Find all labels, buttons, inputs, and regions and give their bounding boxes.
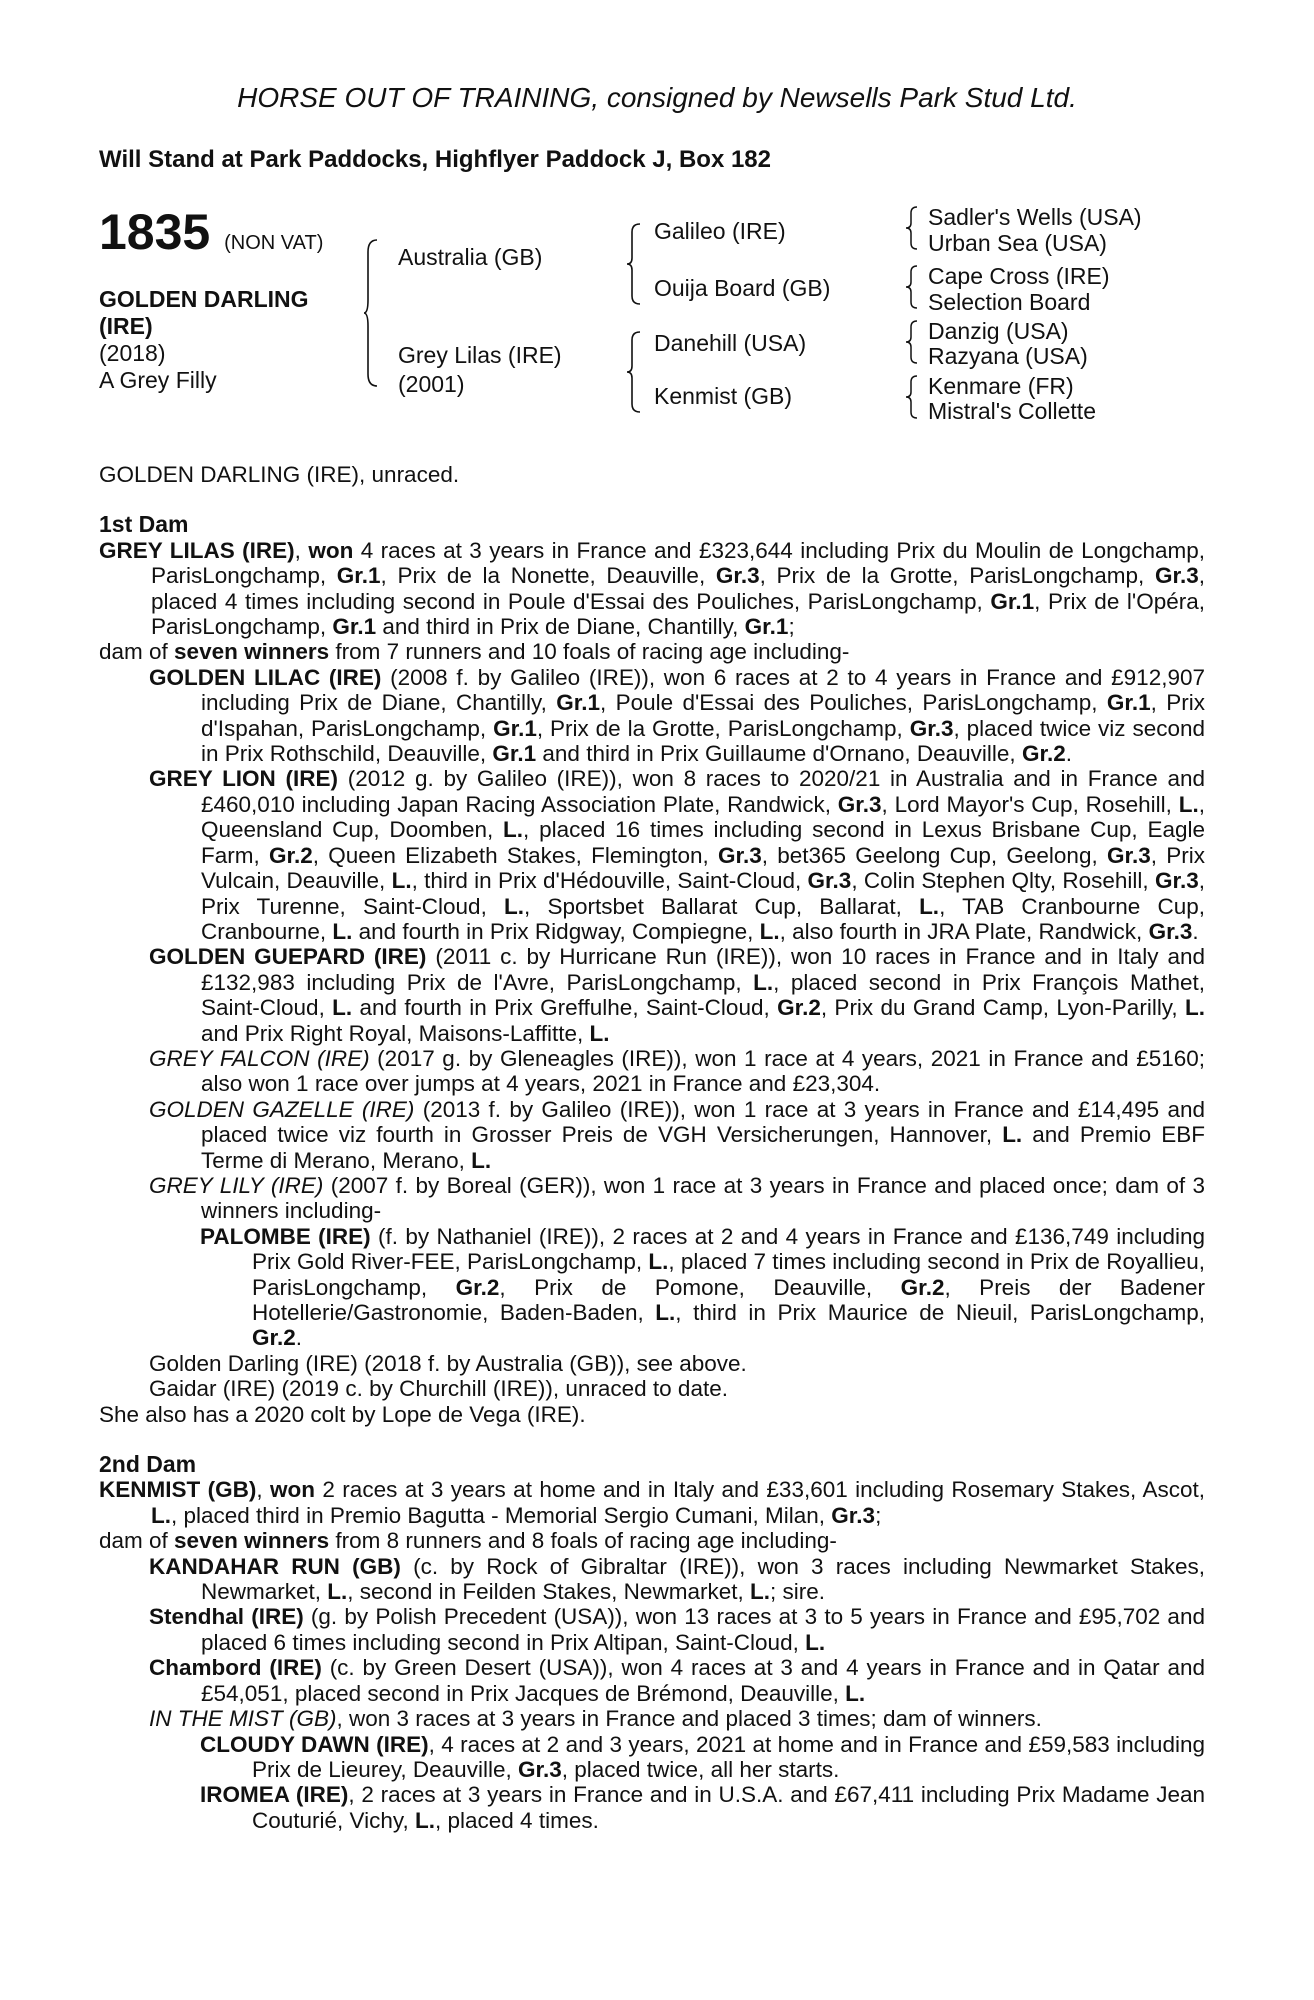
produce-entry: GREY LION (IRE) (2012 g. by Galileo (IRE)), won 8 races to 2020/21 in Australia and in France and £460,010 including Japan Racing Association Plate, Randwick, Gr.3, Lord Mayor's Cup, Rosehill, L., Queensland Cup, Doomben, L., placed 16 times including second in Lexus Brisbane Cup, Eagle Farm, Gr.2, Queen Elizabeth Stakes, Flemington, Gr.3, bet365 Geelong Cup, Geelong, Gr.3, Prix Vulcain, Deauville, L., third in Prix d'Hédouville, Saint-Cloud, Gr.3, Colin Stephen Qlty, Rosehill, Gr.3, Prix Turenne, Saint-Cloud, L., Sportsbet Ballarat Cup, Ballarat, L., TAB Cranbourne Cup, Cranbourne, L. and fourth in Prix Ridgway, Compiegne, L., also fourth in JRA Plate, Randwick, Gr.3. xyxy=(149,766,1206,944)
produce-entry: GOLDEN LILAC (IRE) (2008 f. by Galileo (IRE)), won 6 races at 2 to 4 years in France and £912,907 including Prix de Diane, Chantilly, Gr.1, Poule d'Essai des Pouliches, ParisLongchamp, Gr.1, Prix d'Ispahan, ParisLongchamp, Gr.1, Prix de la Grotte, ParisLongchamp, Gr.3, placed twice viz second in Prix Rothschild, Deauville, Gr.1 and third in Prix Guillaume d'Ornano, Deauville, Gr.2. xyxy=(149,664,1206,767)
pedigree-g3-1: Sadler's Wells (USA) xyxy=(928,204,1142,230)
first-dam-produce-summary: dam of seven winners from 7 runners and 10 foals of racing age including- xyxy=(99,639,850,665)
produce-entry: GOLDEN GAZELLE (IRE) (2013 f. by Galileo (IRE)), won 1 race at 3 years in France and £14,495 and placed twice viz fourth in Grosser Preis de VGH Versicherungen, Hannover, L. and Premio EBF Terme di Merano, Merano, L. xyxy=(149,1096,1206,1173)
pedigree-brace-g2 xyxy=(906,264,918,310)
horse-description: A Grey Filly xyxy=(99,367,217,393)
pedigree-brace-main xyxy=(364,238,378,388)
pedigree-brace-dam xyxy=(627,330,641,414)
foaling-year: (2018) xyxy=(99,340,166,366)
produce-entry: Gaidar (IRE) (2019 c. by Churchill (IRE)), unraced to date. xyxy=(149,1376,728,1402)
first-dam-entry: GREY LILAS (IRE), won 4 races at 3 years in France and £323,644 including Prix du Moulin de Longchamp, ParisLongchamp, Gr.1, Prix de la Nonette, Deauville, Gr.3, Prix de la Grotte, ParisLongchamp, Gr.3, placed 4 times including second in Poule d'Essai des Pouliches, ParisLongchamp, Gr.1, Prix de l'Opéra, ParisLongchamp, Gr.1 and third in Prix de Diane, Chantilly, Gr.1; xyxy=(99,537,1206,640)
horse-country: (IRE) xyxy=(99,313,153,339)
produce-entry: Stendhal (IRE) (g. by Polish Precedent (USA)), won 13 races at 3 to 5 years in France and £95,702 and placed 6 times including second in Prix Altipan, Saint-Cloud, L. xyxy=(149,1604,1205,1655)
pedigree-g3-6: Razyana (USA) xyxy=(928,343,1088,369)
pedigree-g3-4: Selection Board xyxy=(928,289,1091,315)
pedigree-brace-g1 xyxy=(906,205,918,251)
produce-entry: IN THE MIST (GB), won 3 races at 3 years in France and placed 3 times; dam of winners. xyxy=(149,1706,1042,1732)
pedigree-brace-g4 xyxy=(906,374,918,420)
page-title: HORSE OUT OF TRAINING, consigned by Newsells Park Stud Ltd. xyxy=(237,82,1077,113)
pedigree-g3-5: Danzig (USA) xyxy=(928,318,1069,344)
horse-summary: GOLDEN DARLING (IRE), unraced. xyxy=(99,462,460,487)
pedigree-sire-sire: Galileo (IRE) xyxy=(654,218,786,244)
second-dam-entry: KENMIST (GB), won 2 races at 3 years at home and in Italy and £33,601 including Rosemary Stakes, Ascot, L., placed third in Premio Bagutta - Memorial Sergio Cumani, Milan, Gr.3; xyxy=(99,1477,1205,1528)
produce-entry: KANDAHAR RUN (GB) (c. by Rock of Gibraltar (IRE)), won 3 races including Newmarket Stakes, Newmarket, L., second in Feilden Stakes, Newmarket, L.; sire. xyxy=(149,1553,1205,1605)
pedigree-g3-2: Urban Sea (USA) xyxy=(928,230,1107,256)
horse-identity xyxy=(99,286,309,394)
produce-entry: Golden Darling (IRE) (2018 f. by Australia (GB)), see above. xyxy=(149,1350,747,1376)
pedigree-dam-sire: Danehill (USA) xyxy=(654,330,807,356)
pedigree-dam-year: (2001) xyxy=(398,371,465,397)
pedigree-g3-8: Mistral's Collette xyxy=(928,398,1096,424)
vat-status: (NON VAT) xyxy=(224,232,324,254)
lot-number-value: 1835 xyxy=(99,204,211,260)
produce-note: She also has a 2020 colt by Lope de Vega (IRE). xyxy=(99,1401,586,1427)
produce-entry: GREY FALCON (IRE) (2017 g. by Gleneagles (IRE)), won 1 race at 4 years, 2021 in France and £5160; also won 1 race over jumps at 4 years, 2021 in France and £23,304. xyxy=(149,1045,1206,1097)
grandproduce-entry: PALOMBE (IRE) (f. by Nathaniel (IRE)), 2 races at 2 and 4 years in France and £136,749 including Prix Gold River-FEE, ParisLongchamp, L., placed 7 times including second in Prix de Royallieu, ParisLongchamp, Gr.2, Prix de Pomone, Deauville, Gr.2, Preis der Badener Hotellerie/Gastronomie, Baden-Baden, L., third in Prix Maurice de Nieuil, ParisLongchamp, Gr.2. xyxy=(200,1223,1206,1351)
produce-entry: Chambord (IRE) (c. by Green Desert (USA)), won 4 races at 3 and 4 years in France and in Qatar and £54,051, placed second in Prix Jacques de Brémond, Deauville, L. xyxy=(149,1655,1206,1706)
lot-number xyxy=(99,203,323,272)
pedigree-brace-sire xyxy=(627,222,641,306)
pedigree-g3-3: Cape Cross (IRE) xyxy=(928,263,1110,289)
pedigree-g3-7: Kenmare (FR) xyxy=(928,373,1074,399)
produce-entry: GREY LILY (IRE) (2007 f. by Boreal (GER)), won 1 race at 3 years in France and placed once; dam of 3 winners including- xyxy=(149,1172,1205,1224)
horse-name: GOLDEN DARLING xyxy=(99,286,309,312)
pedigree-sire: Australia (GB) xyxy=(398,244,543,270)
second-dam-produce-summary: dam of seven winners from 8 runners and 8 foals of racing age including- xyxy=(99,1528,837,1554)
second-dam-heading: 2nd Dam xyxy=(99,1451,197,1478)
grandproduce-entry: CLOUDY DAWN (IRE), 4 races at 2 and 3 years, 2021 at home and in France and £59,583 including Prix de Lieurey, Deauville, Gr.3, placed twice, all her starts. xyxy=(200,1731,1205,1782)
pedigree-dam-dam: Kenmist (GB) xyxy=(654,383,793,409)
pedigree-dam: Grey Lilas (IRE) xyxy=(398,342,562,368)
pedigree-sire-dam: Ouija Board (GB) xyxy=(654,275,831,301)
stabling-location: Will Stand at Park Paddocks, Highflyer Paddock J, Box 182 xyxy=(99,146,771,173)
first-dam-heading: 1st Dam xyxy=(99,511,189,538)
produce-entry: GOLDEN GUEPARD (IRE) (2011 c. by Hurricane Run (IRE)), won 10 races in France and in Italy and £132,983 including Prix de l'Avre, ParisLongchamp, L., placed second in Prix François Mathet, Saint-Cloud, L. and fourth in Prix Greffulhe, Saint-Cloud, Gr.2, Prix du Grand Camp, Lyon-Parilly, L. and Prix Right Royal, Maisons-Laffitte, L. xyxy=(149,944,1205,1046)
grandproduce-entry: IROMEA (IRE), 2 races at 3 years in France and in U.S.A. and £67,411 including Prix Madame Jean Couturié, Vichy, L., placed 4 times. xyxy=(200,1782,1205,1833)
pedigree-brace-g3 xyxy=(906,319,918,365)
produce-record xyxy=(99,462,1205,1833)
